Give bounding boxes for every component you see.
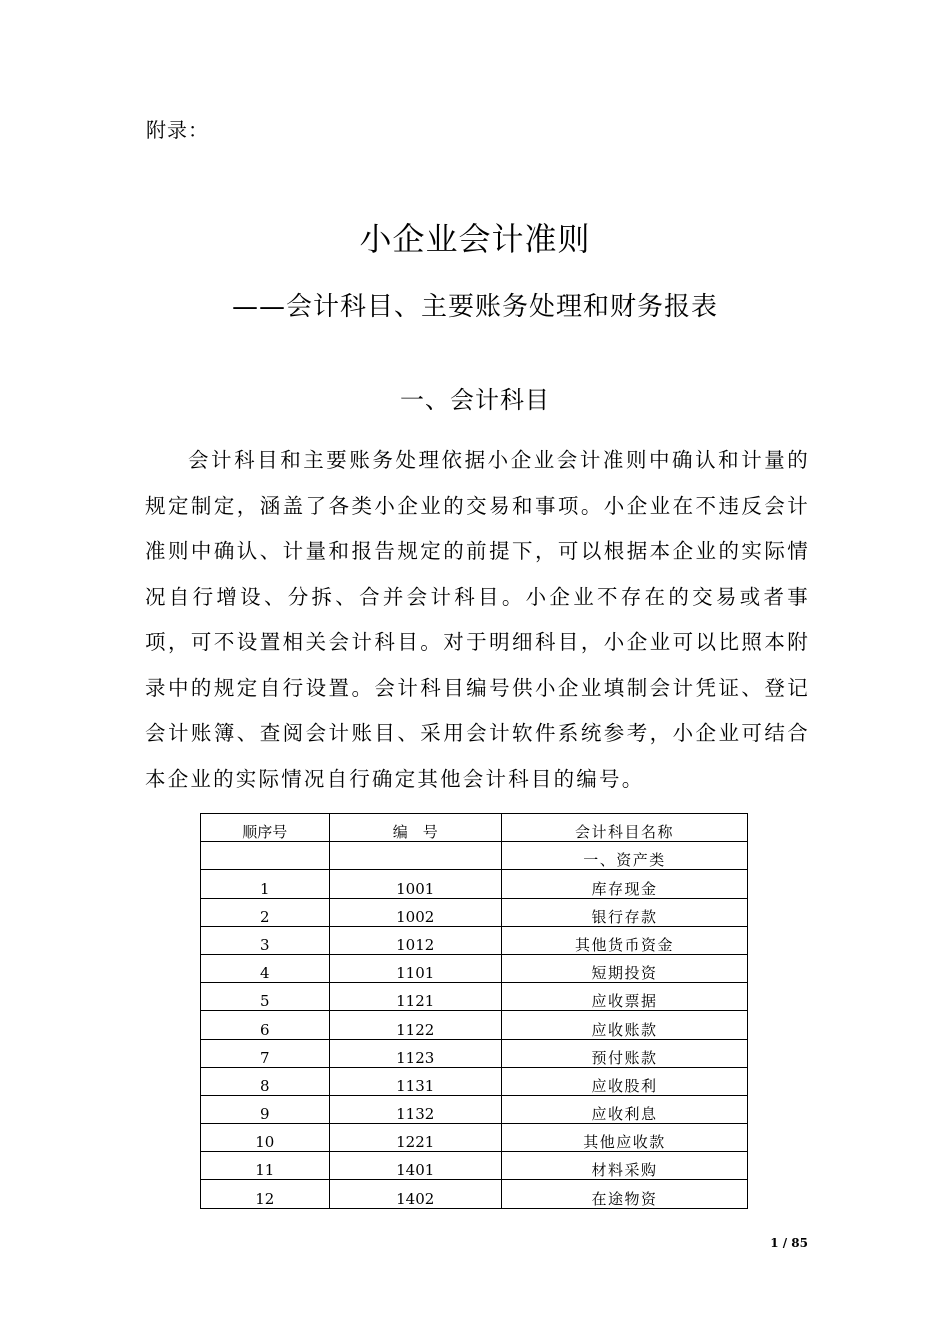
- appendix-label: 附录：: [146, 118, 209, 142]
- document-subtitle: ——会计科目、主要账务处理和财务报表: [231, 292, 718, 322]
- table-row: [201, 954, 748, 982]
- table-row: [201, 1124, 748, 1152]
- document-title: 小企业会计准则: [359, 220, 591, 258]
- table-row: [201, 1095, 748, 1123]
- account-name: 材料采购: [501, 1152, 747, 1180]
- account-seq: 6: [201, 1011, 330, 1039]
- table-row: [201, 1039, 748, 1067]
- table-row: [201, 898, 748, 926]
- table-row: [201, 926, 748, 954]
- intro-paragraph: 会计科目和主要账务处理依据小企业会计准则中确认和计量的规定制定，涵盖了各类小企业的交易和事项。小企业在不违反会计准则中确认、计量和报告规定的前提下，可以根据本企业的实际情况自行增设、分拆、合并会计科目。小企业不存在的交易或者事项，可不设置相关会计科目。对于明细科目，小企业可以比照本附录中的规定自行设置。会计科目编号供小企业填制会计凭证、登记会计账簿、查阅会计账目、采用会计软件系统参考，小企业可结合本企业的实际情况自行确定其他会计科目的编号。: [145, 448, 810, 791]
- account-code: 1131: [329, 1067, 501, 1095]
- table-row: [201, 870, 748, 898]
- account-code: 1401: [329, 1152, 501, 1180]
- account-name: 应收票据: [501, 983, 747, 1011]
- account-seq: 1: [201, 870, 330, 898]
- account-name: 预付账款: [501, 1039, 747, 1067]
- account-code: 1402: [329, 1180, 501, 1208]
- account-seq: 9: [201, 1095, 330, 1123]
- account-seq: 10: [201, 1124, 330, 1152]
- table-header-row: [201, 814, 748, 842]
- header-code: 编 号: [329, 814, 501, 842]
- account-seq: 3: [201, 926, 330, 954]
- account-name: 银行存款: [501, 898, 747, 926]
- account-code: 1123: [329, 1039, 501, 1067]
- account-name: 应收股利: [501, 1067, 747, 1095]
- accounts-table: [200, 813, 748, 1209]
- account-name: 短期投资: [501, 954, 747, 982]
- account-seq: 11: [201, 1152, 330, 1180]
- account-name: 在途物资: [501, 1180, 747, 1208]
- category-code: [329, 842, 501, 870]
- account-seq: 8: [201, 1067, 330, 1095]
- account-code: 1122: [329, 1011, 501, 1039]
- account-name: 应收账款: [501, 1011, 747, 1039]
- header-seq: 顺序号: [201, 814, 330, 842]
- table-body: [201, 842, 748, 1208]
- account-seq: 7: [201, 1039, 330, 1067]
- account-code: 1001: [329, 870, 501, 898]
- account-code: 1221: [329, 1124, 501, 1152]
- table-row: [201, 1067, 748, 1095]
- category-name: 一、资产类: [501, 842, 747, 870]
- account-code: 1132: [329, 1095, 501, 1123]
- account-name: 库存现金: [501, 870, 747, 898]
- category-row: [201, 842, 748, 870]
- account-seq: 5: [201, 983, 330, 1011]
- category-seq: [201, 842, 330, 870]
- account-code: 1012: [329, 926, 501, 954]
- account-seq: 12: [201, 1180, 330, 1208]
- account-code: 1101: [329, 954, 501, 982]
- table-row: [201, 1011, 748, 1039]
- account-name: 其他应收款: [501, 1124, 747, 1152]
- page-number: 1 / 85: [770, 1236, 808, 1250]
- account-name: 其他货币资金: [501, 926, 747, 954]
- account-code: 1002: [329, 898, 501, 926]
- header-name: 会计科目名称: [501, 814, 747, 842]
- account-code: 1121: [329, 983, 501, 1011]
- account-seq: 4: [201, 954, 330, 982]
- account-name: 应收利息: [501, 1095, 747, 1123]
- section-heading: 一、会计科目: [400, 386, 550, 414]
- table-row: [201, 983, 748, 1011]
- account-seq: 2: [201, 898, 330, 926]
- table-row: [201, 1180, 748, 1208]
- table-row: [201, 1152, 748, 1180]
